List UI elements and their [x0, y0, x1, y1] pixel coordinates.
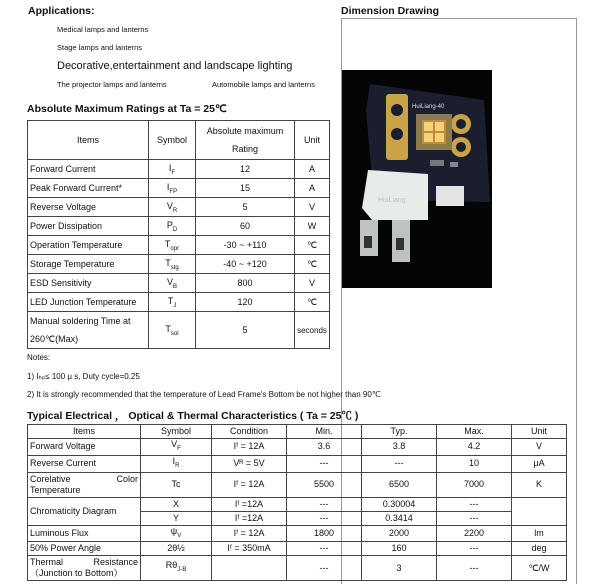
led-module-photo [342, 70, 492, 288]
abs-row: Reverse Voltage $V_R$ 5 V [28, 198, 330, 217]
elec-table [27, 424, 567, 581]
elec-row-cct: Corelative Color Temperature Tc Iᶠ = 12A 5500 6500 7000 K [28, 472, 567, 497]
abs-row: Peak Forward Current* $I_{FP}$ 15 A [28, 179, 330, 198]
abs-ratings-table [27, 120, 330, 349]
abs-header-symbol: Symbol [149, 121, 196, 160]
elec-row-chroma-x: Chromaticity Diagram X Iᶠ =12A --- 0.30004 --- [28, 497, 567, 511]
board-label: HuiLiang-40 [412, 104, 445, 110]
elec-row-forward-voltage: Forward Voltage $V_F$ Iᶠ = 12A 3.6 3.8 4.2 V [28, 439, 567, 456]
abs-row: LED Junction Temperature $T_J$ 120 ℃ [28, 293, 330, 312]
applications-title: Applications: [28, 5, 95, 17]
abs-row: ESD Sensitivity $V_B$ 800 V [28, 274, 330, 293]
elec-row-chroma-y: Y Iᶠ =12A --- 0.3414 --- [28, 511, 567, 525]
notes-label: Notes: [27, 353, 51, 362]
elec-row-thermal: Thermal Resistance （Junction to Bottom） $R\theta_{J-B}$ --- 3 --- ℃/W [28, 556, 567, 581]
elec-row-angle: 50% Power Angle 2θ½ Iᶠ = 350mA --- 160 --- deg [28, 542, 567, 556]
abs-header-items: Items [28, 121, 149, 160]
app-item-medical: Medical lamps and lanterns [57, 25, 149, 34]
abs-header-unit: Unit [295, 121, 330, 160]
elec-title: Typical Electrical ， Optical & Thermal Characteristics ( Ta = 25℃ ) [27, 410, 359, 422]
note-1: 1) Iₕₚ≤ 100 μ s, Duty cycle=0.25 [27, 372, 140, 381]
abs-row: Storage Temperature $T_{stg}$ -40 ~ +120 ℃ [28, 255, 330, 274]
elec-row-reverse-current: Reverse Current $I_R$ Vᴿ = 5V --- --- 10 μA [28, 455, 567, 472]
elec-header-row: Items Symbol Condition Min. Typ. Max. Unit [28, 425, 567, 439]
app-item-stage: Stage lamps and lanterns [57, 43, 143, 52]
abs-row: Forward Current $I_F$ 12 A [28, 160, 330, 179]
note-2: 2) It is strongly recommended that the temperature of Lead Frame's Bottom be not higher than 90℃ [27, 390, 381, 399]
abs-row-solder: Manual soldering Time at 260℃(Max) $T_{sol}$ 5 seconds [28, 312, 330, 349]
app-item-decorative: Decorative,entertainment and landscape lighting [57, 60, 293, 72]
lens-label: HuiLiang [378, 197, 406, 204]
abs-ratings-title: Absolute Maximum Ratings at Ta = 25℃ [27, 103, 227, 115]
abs-header-rating: Absolute maximum Rating [196, 121, 295, 160]
abs-row: Power Dissipation $P_D$ 60 W [28, 217, 330, 236]
dimension-title: Dimension Drawing [341, 5, 440, 17]
abs-row: Operation Temperature $T_{opr}$ -30 ~ +110 ℃ [28, 236, 330, 255]
abs-header-row [28, 121, 330, 160]
app-item-automobile: Automobile lamps and lanterns [212, 80, 315, 89]
app-item-projector: The projector lamps and lanterns [57, 80, 167, 89]
elec-row-flux: Luminous Flux $\psi_V$ Iᶠ = 12A 1800 2000 2200 lm [28, 525, 567, 542]
